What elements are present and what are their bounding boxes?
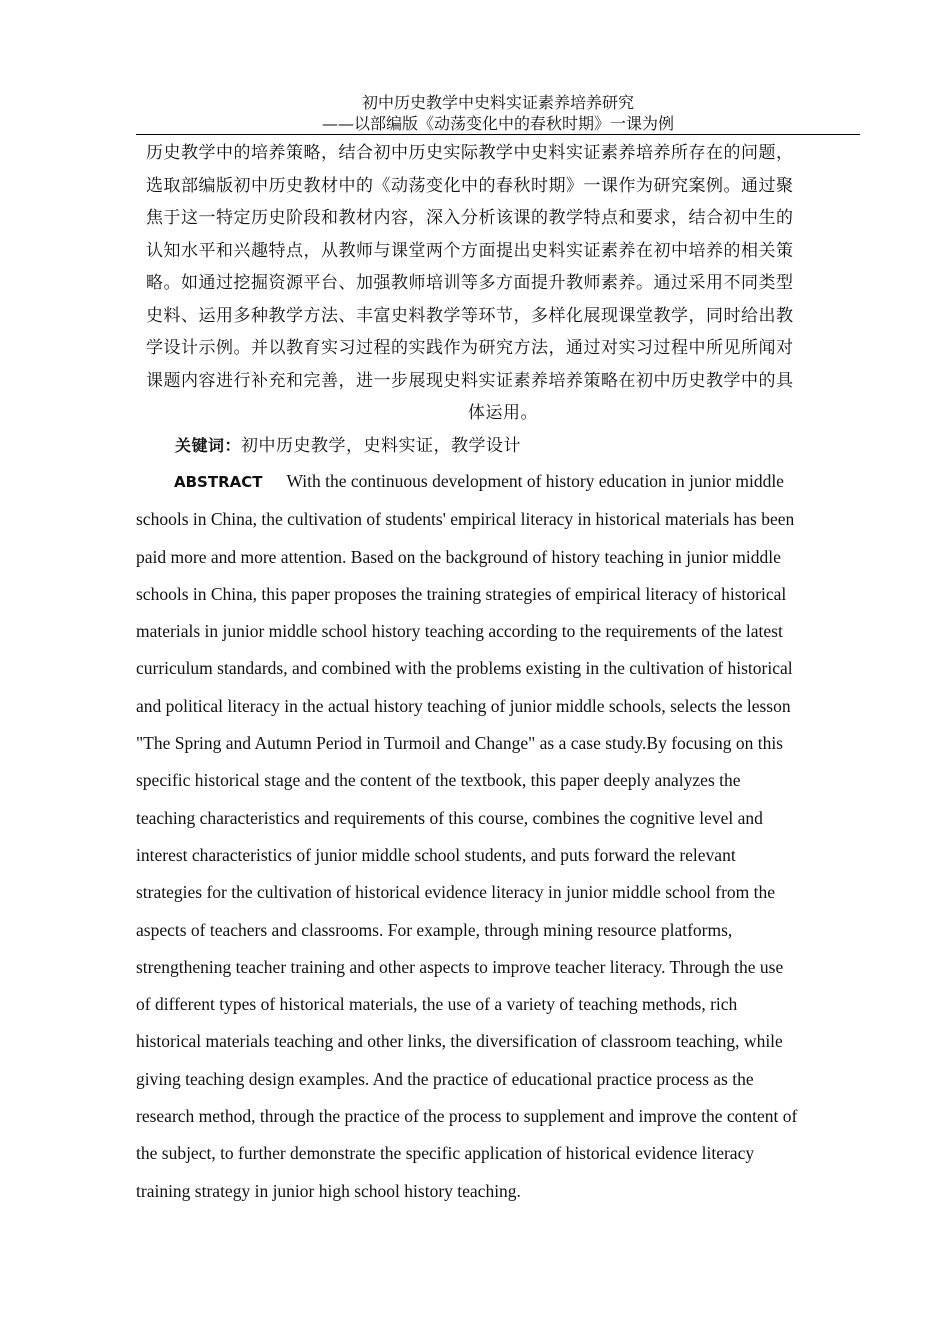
english-abstract-line: strengthening teacher training and other aspects to improve teacher literacy. Through the use: [136, 956, 784, 977]
english-abstract-line: schools in China, the cultivation of students' empirical literacy in historical materials has been: [136, 509, 795, 530]
chinese-abstract-line: 课题内容进行补充和完善，进一步展现史料实证素养培养策略在初中历史教学中的具: [146, 370, 794, 391]
english-abstract-line: materials in junior middle school history teaching according to the requirements of the latest: [136, 621, 783, 642]
english-abstract-line: giving teaching design examples. And the practice of educational practice process as the: [136, 1068, 754, 1089]
keywords-label: 关键词：: [175, 436, 242, 455]
chinese-abstract-line: 史料、运用多种教学方法、丰富史料教学等环节，多样化展现课堂教学，同时给出教: [146, 305, 794, 326]
keywords-line: [175, 433, 521, 459]
english-abstract-line: training strategy in junior high school history teaching.: [136, 1180, 521, 1201]
english-abstract: [136, 463, 860, 1210]
english-abstract-line: curriculum standards, and combined with the problems existing in the cultivation of historical: [136, 658, 793, 679]
english-abstract-line: schools in China, this paper proposes the training strategies of empirical literacy of historical: [136, 583, 787, 604]
english-abstract-line: specific historical stage and the content of the textbook, this paper deeply analyzes the: [136, 770, 741, 791]
english-abstract-line: the subject, to further demonstrate the specific application of historical evidence literacy: [136, 1143, 755, 1164]
english-abstract-line: research method, through the practice of the process to supplement and improve the content of: [136, 1106, 798, 1127]
chinese-abstract-line: 历史教学中的培养策略，结合初中历史实际教学中史料实证素养培养所存在的问题，: [146, 143, 794, 163]
chinese-abstract-line: 焦于这一特定历史阶段和教材内容，深入分析该课的教学特点和要求，结合初中生的: [146, 208, 794, 228]
english-abstract-line: paid more and more attention. Based on the background of history teaching in junior middle: [136, 546, 781, 567]
keywords-text: 初中历史教学，史料实证，教学设计: [241, 436, 522, 456]
chinese-abstract: [136, 137, 860, 430]
english-abstract-line: historical materials teaching and other links, the diversification of classroom teaching, while: [136, 1031, 783, 1052]
english-abstract-line: interest characteristics of junior middle school students, and puts forward the relevant: [136, 844, 736, 865]
english-abstract-line: teaching characteristics and requirements of this course, combines the cognitive level and: [136, 807, 763, 828]
english-abstract-line: strategies for the cultivation of historical evidence literacy in junior middle school from the: [136, 882, 776, 903]
english-abstract-first-line: [136, 463, 860, 501]
chinese-abstract-line: 略。如通过挖掘资源平台、加强教师培训等多方面提升教师素养。通过采用不同类型: [146, 273, 794, 293]
english-abstract-line: of different types of historical materials, the use of a variety of teaching methods, rich: [136, 994, 738, 1015]
header-title-line-1: 初中历史教学中史料实证素养培养研究: [361, 93, 634, 112]
english-abstract-first-text: With the continuous development of history education in junior middle: [286, 471, 784, 491]
english-abstract-line: and political literacy in the actual history teaching of junior middle schools, selects the lesson: [136, 695, 791, 716]
chinese-abstract-line: 学设计示例。并以教育实习过程的实践作为研究方法，通过对实习过程中所见所闻对: [146, 338, 794, 358]
chinese-abstract-line: 选取部编版初中历史教材中的《动荡变化中的春秋时期》一课作为研究案例。通过聚: [146, 175, 794, 196]
chinese-abstract-line: 认知水平和兴趣特点，从教师与课堂两个方面提出史料实证素养在初中培养的相关策: [146, 240, 794, 261]
chinese-abstract-last-line: 体运用。: [468, 403, 538, 423]
header-title-line-2: ——以部编版《动荡变化中的春秋时期》一课为例: [321, 114, 674, 133]
abstract-label: ABSTRACT: [174, 473, 263, 491]
english-abstract-line: aspects of teachers and classrooms. For example, through mining resource platforms,: [136, 919, 733, 940]
running-header: [136, 92, 860, 135]
english-abstract-line: "The Spring and Autumn Period in Turmoil and Change" as a case study.By focusing on this: [136, 733, 783, 754]
